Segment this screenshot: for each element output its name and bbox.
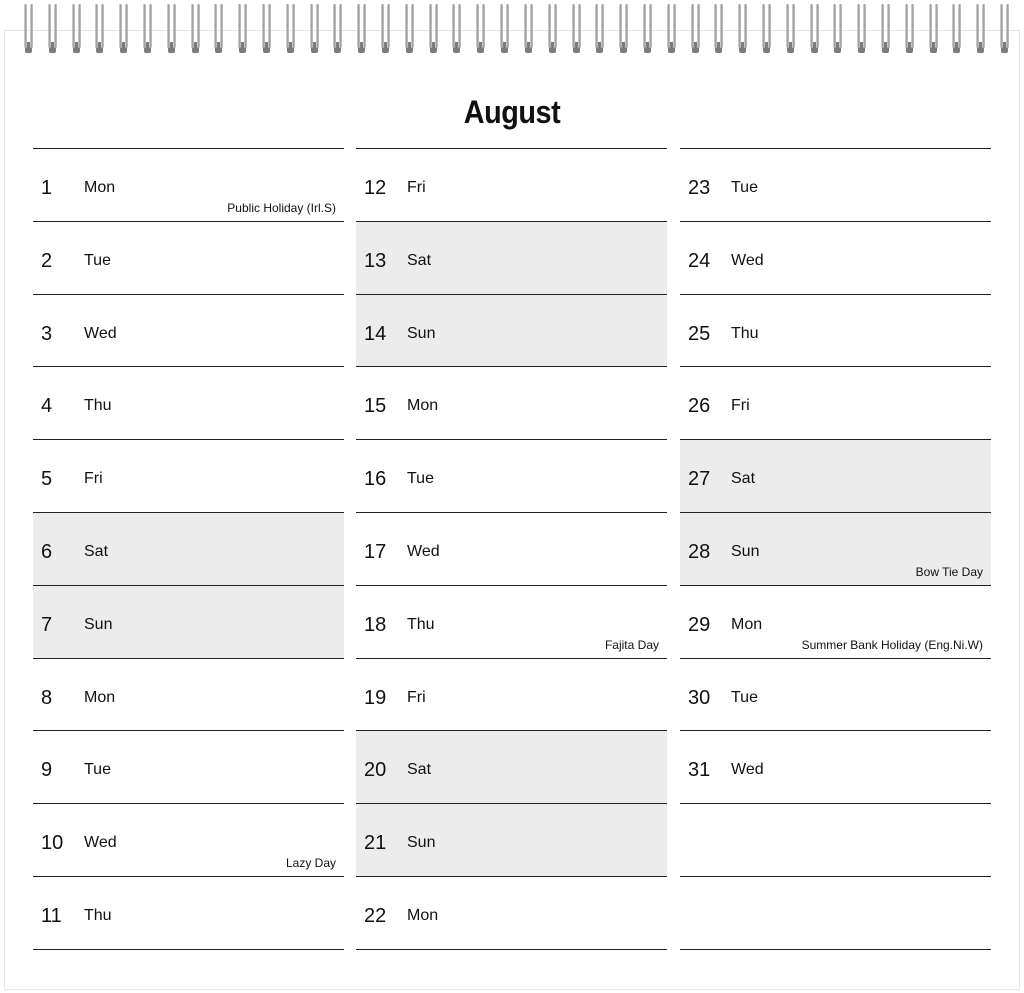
day-number: 17	[364, 540, 387, 563]
weekday-label: Sat	[84, 542, 109, 560]
spiral-coil	[643, 4, 652, 54]
spiral-coil	[548, 4, 557, 54]
spiral-coil	[762, 4, 771, 54]
spiral-coil	[810, 4, 819, 54]
day-number: 14	[364, 322, 387, 345]
spiral-coil	[572, 4, 581, 54]
spiral-coil	[1000, 4, 1009, 54]
spiral-coil	[191, 4, 200, 54]
holiday-note: Public Holiday (Irl.S)	[227, 201, 336, 215]
day-number: 24	[688, 249, 711, 272]
day-cell	[356, 804, 667, 877]
day-cell	[680, 295, 991, 368]
day-number: 19	[364, 686, 387, 709]
day-cell	[680, 149, 991, 222]
day-number: 27	[688, 468, 711, 491]
day-number: 25	[688, 322, 711, 345]
spiral-coil	[143, 4, 152, 54]
column-3	[680, 148, 991, 950]
weekday-label: Mon	[84, 688, 116, 706]
holiday-note: Lazy Day	[285, 856, 336, 871]
day-cell	[33, 659, 344, 732]
weekday-label: Sun	[407, 834, 436, 852]
month-title: August	[463, 94, 561, 130]
weekday-label: Fri	[407, 688, 426, 706]
empty-day-cell	[680, 804, 991, 877]
day-cell	[356, 440, 667, 513]
spiral-coil	[881, 4, 890, 54]
spiral-coil	[262, 4, 271, 54]
day-number: 4	[41, 395, 53, 418]
weekday-label: Sun	[407, 324, 436, 342]
day-number: 26	[688, 395, 711, 418]
weekday-label: Thu	[407, 615, 435, 633]
day-cell	[356, 731, 667, 804]
day-number: 15	[364, 395, 387, 418]
spiral-coil	[905, 4, 914, 54]
weekday-label: Fri	[84, 470, 103, 488]
day-cell	[680, 513, 991, 586]
day-number: 16	[364, 468, 387, 491]
holiday-note: Fajita Day	[604, 637, 659, 652]
holiday-note: Bow Tie Day	[915, 564, 983, 579]
spiral-coil	[952, 4, 961, 54]
spiral-coil	[429, 4, 438, 54]
spiral-coil	[214, 4, 223, 54]
day-cell	[33, 295, 344, 368]
weekday-label: Sun	[731, 542, 760, 560]
spiral-coil	[500, 4, 509, 54]
spiral-coil	[95, 4, 104, 54]
day-number: 11	[41, 904, 62, 927]
day-cell	[356, 367, 667, 440]
weekday-label: Fri	[407, 179, 426, 196]
spiral-coil	[595, 4, 604, 54]
spiral-coil	[976, 4, 985, 54]
day-number: 30	[688, 686, 711, 709]
spiral-coil	[72, 4, 81, 54]
spiral-coil	[48, 4, 57, 54]
day-cell	[680, 731, 991, 804]
spiral-coil	[119, 4, 128, 54]
weekday-label: Tue	[731, 688, 758, 706]
weekday-label: Tue	[407, 470, 434, 488]
day-number: 10	[41, 832, 64, 855]
spiral-coil	[357, 4, 366, 54]
weekday-label: Mon	[731, 615, 763, 633]
column-1	[33, 148, 344, 950]
spiral-coil	[667, 4, 676, 54]
day-number: 28	[688, 540, 711, 563]
day-number: 23	[688, 177, 711, 199]
day-number: 9	[41, 759, 53, 782]
spiral-coil	[238, 4, 247, 54]
spiral-coil	[452, 4, 461, 54]
day-number: 5	[41, 468, 53, 491]
spiral-coil	[310, 4, 319, 54]
day-number: 12	[364, 177, 387, 199]
spiral-coil	[714, 4, 723, 54]
spiral-coil	[929, 4, 938, 54]
day-cell	[356, 659, 667, 732]
holiday-note: Summer Bank Holiday (Eng.Ni.W)	[801, 637, 983, 652]
day-number: 18	[364, 613, 387, 636]
day-cell	[33, 731, 344, 804]
spiral-coil	[786, 4, 795, 54]
day-cell	[33, 149, 344, 222]
day-cell	[680, 659, 991, 732]
day-cell	[356, 149, 667, 222]
day-number: 21	[364, 832, 387, 855]
spiral-binding	[0, 0, 1024, 58]
spiral-coil	[286, 4, 295, 54]
day-cell	[33, 222, 344, 295]
weekday-label: Sat	[731, 470, 756, 488]
weekday-label: Wed	[84, 834, 117, 852]
day-number: 3	[41, 322, 53, 345]
day-cell	[680, 440, 991, 513]
day-cell	[680, 222, 991, 295]
day-cell	[680, 586, 991, 659]
weekday-label: Mon	[84, 179, 116, 196]
day-number: 13	[364, 249, 387, 272]
weekday-label: Sun	[84, 615, 113, 633]
day-number: 31	[688, 759, 711, 782]
day-cell	[33, 586, 344, 659]
day-number: 20	[364, 759, 387, 782]
spiral-coil	[476, 4, 485, 54]
day-cell	[356, 513, 667, 586]
day-cell	[356, 295, 667, 368]
day-cell	[356, 586, 667, 659]
day-cell	[33, 440, 344, 513]
spiral-coil	[167, 4, 176, 54]
day-number: 22	[364, 904, 387, 927]
day-number: 8	[41, 686, 53, 709]
day-number: 6	[41, 540, 53, 563]
weekday-label: Mon	[407, 906, 439, 924]
weekday-label: Thu	[84, 397, 112, 415]
weekday-label: Wed	[407, 542, 440, 560]
day-cell	[356, 877, 667, 950]
day-number: 29	[688, 613, 711, 636]
weekday-label: Tue	[84, 251, 111, 269]
spiral-coil	[857, 4, 866, 54]
weekday-label: Tue	[731, 179, 758, 196]
weekday-label: Wed	[84, 324, 117, 342]
weekday-label: Sat	[407, 761, 432, 779]
spiral-coil	[405, 4, 414, 54]
day-cell	[33, 804, 344, 877]
weekday-label: Mon	[407, 397, 439, 415]
weekday-label: Fri	[731, 397, 750, 415]
day-cell	[356, 222, 667, 295]
spiral-coil	[738, 4, 747, 54]
weekday-label: Sat	[407, 251, 432, 269]
spiral-coil	[833, 4, 842, 54]
spiral-coil	[24, 4, 33, 54]
weekday-label: Tue	[84, 761, 111, 779]
day-cell	[33, 877, 344, 950]
day-cell	[33, 367, 344, 440]
day-number: 2	[41, 249, 53, 272]
day-number: 7	[41, 613, 53, 636]
spiral-coil	[619, 4, 628, 54]
day-number: 1	[41, 177, 53, 199]
column-2	[356, 148, 667, 950]
weekday-label: Wed	[731, 251, 764, 269]
weekday-label: Thu	[84, 906, 112, 924]
empty-day-cell	[680, 877, 991, 950]
weekday-label: Thu	[731, 324, 759, 342]
spiral-coil	[333, 4, 342, 54]
spiral-coil	[524, 4, 533, 54]
day-cell	[680, 367, 991, 440]
weekday-label: Wed	[731, 761, 764, 779]
spiral-coil	[381, 4, 390, 54]
spiral-coil	[691, 4, 700, 54]
day-cell	[33, 513, 344, 586]
